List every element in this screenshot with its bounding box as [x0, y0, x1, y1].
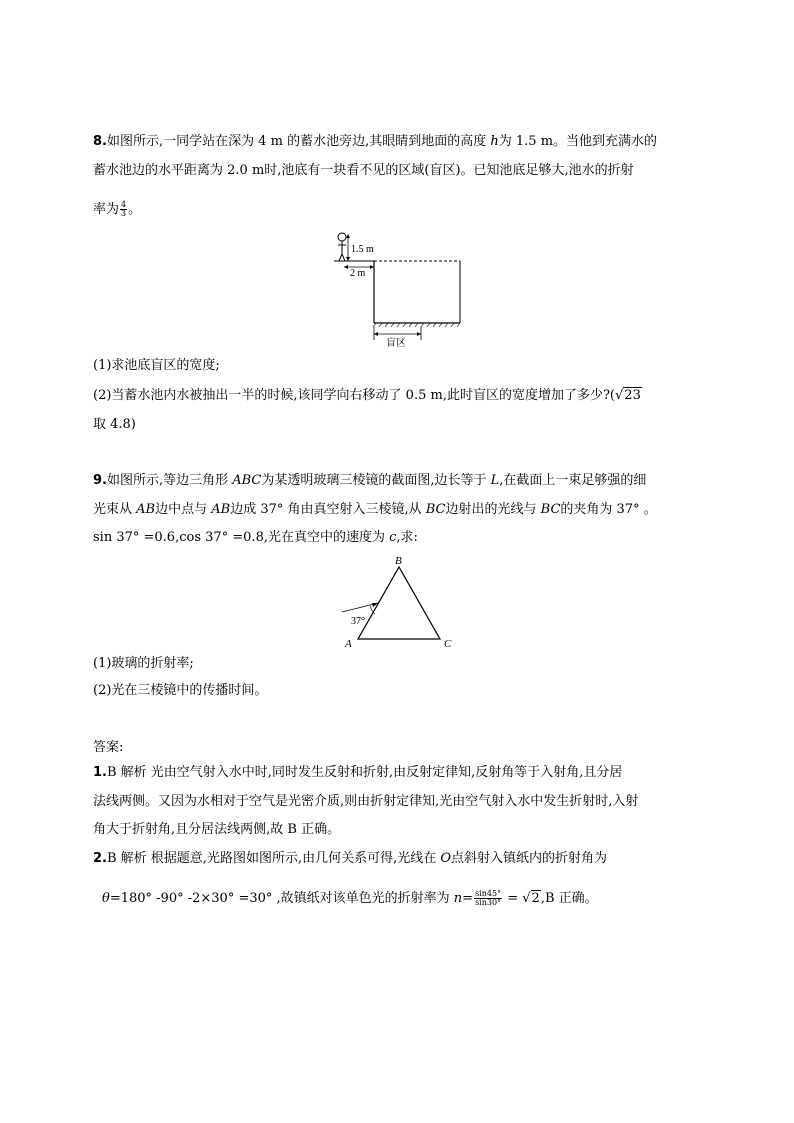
q8-text: 率为: [93, 202, 120, 217]
q8-line3: 率为 $\frac{4}{3}$ 。: [93, 200, 142, 218]
q9-angle-label: 37°: [351, 616, 365, 627]
q8-sub1: (1)求池底盲区的宽度;: [93, 358, 220, 373]
q8-sub2: (2)当蓄水池内水被抽出一半的时候,该同学向右移动了 0.5 m,此时盲区的宽度增加了多少?(√23: [93, 388, 641, 403]
q8-height-label: 1.5 m: [351, 244, 374, 255]
q9-number: 9.: [93, 473, 107, 488]
q9-line1: 9.如图所示,等边三角形 ABC为某透明玻璃三棱镜的截面图,边长等于 L,在截面上一束足够强的细: [93, 473, 647, 488]
q8-var-h: h: [490, 134, 499, 149]
answer-1-line2: 法线两侧。又因为水相对于空气是光密介质,则由折射定律知,光由空气射入水中发生折射时,入射: [93, 794, 639, 809]
q9-line3: sin 37° =0.6,cos 37° =0.8,光在真空中的速度为 c,求:: [93, 530, 418, 545]
q8-line2: 蓄水池边的水平距离为 2.0 m时,池底有一块看不见的区域(盲区)。已知池底足够大,池水的折射: [93, 163, 634, 178]
prism-triangle: [358, 567, 440, 639]
answer-1-line1: 1.B 解析 光由空气射入水中时,同时发生反射和折射,由反射定律知,反射角等于入射角,且分居: [93, 765, 623, 780]
answers-heading: 答案:: [93, 740, 124, 755]
q8-line1: [93, 132, 657, 152]
q8-text: 如图所示,一同学站在深为 4 m 的蓄水池旁边,其眼睛到地面的高度: [106, 134, 491, 149]
answer-1-line3: 角大于折射角,且分居法线两侧,故 B 正确。: [93, 822, 341, 837]
person-icon: [338, 233, 346, 261]
q8-pool-figure: [330, 228, 470, 352]
pool-bottom-hatching: [373, 323, 460, 327]
vertex-b-label: B: [395, 555, 402, 567]
q9-sub1: (1)玻璃的折射率;: [93, 656, 194, 671]
q9-line2: 光束从 AB边中点与 AB边成 37° 角由真空射入三棱镜,从 BC边射出的光线与 BC的夹角为 37° 。: [93, 502, 657, 517]
answer-2-line2: θ=180° -90° -2×30° =30° ,故镇纸对该单色光的折射率为 n= $\frac{\sin 45^\circ}{\sin 30^\circ}$ = √2,B 正确。: [102, 889, 598, 907]
vertex-c-label: C: [444, 638, 452, 650]
q8-distance-label: 2 m: [350, 268, 366, 279]
q9-sub2: (2)光在三棱镜中的传播时间。: [93, 683, 268, 698]
q8-number: 8.: [93, 134, 107, 149]
q9-prism-figure: [336, 552, 466, 652]
q8-fraction: $\frac{4}{3}$: [121, 200, 127, 218]
q8-sub2-cont: 取 4.8): [93, 417, 136, 432]
answer-2-line1: 2.B 解析 根据题意,光路图如图所示,由几何关系可得,光线在 O点斜射入镇纸内的折射角为: [93, 851, 608, 866]
vertex-a-label: A: [345, 638, 352, 650]
q8-text: 为 1.5 m。当他到充满水的: [498, 134, 658, 149]
refraction-fraction: $\frac{\sin 45^\circ}{\sin 30^\circ}$: [475, 889, 502, 907]
q8-blind-label: 盲区: [386, 338, 406, 349]
